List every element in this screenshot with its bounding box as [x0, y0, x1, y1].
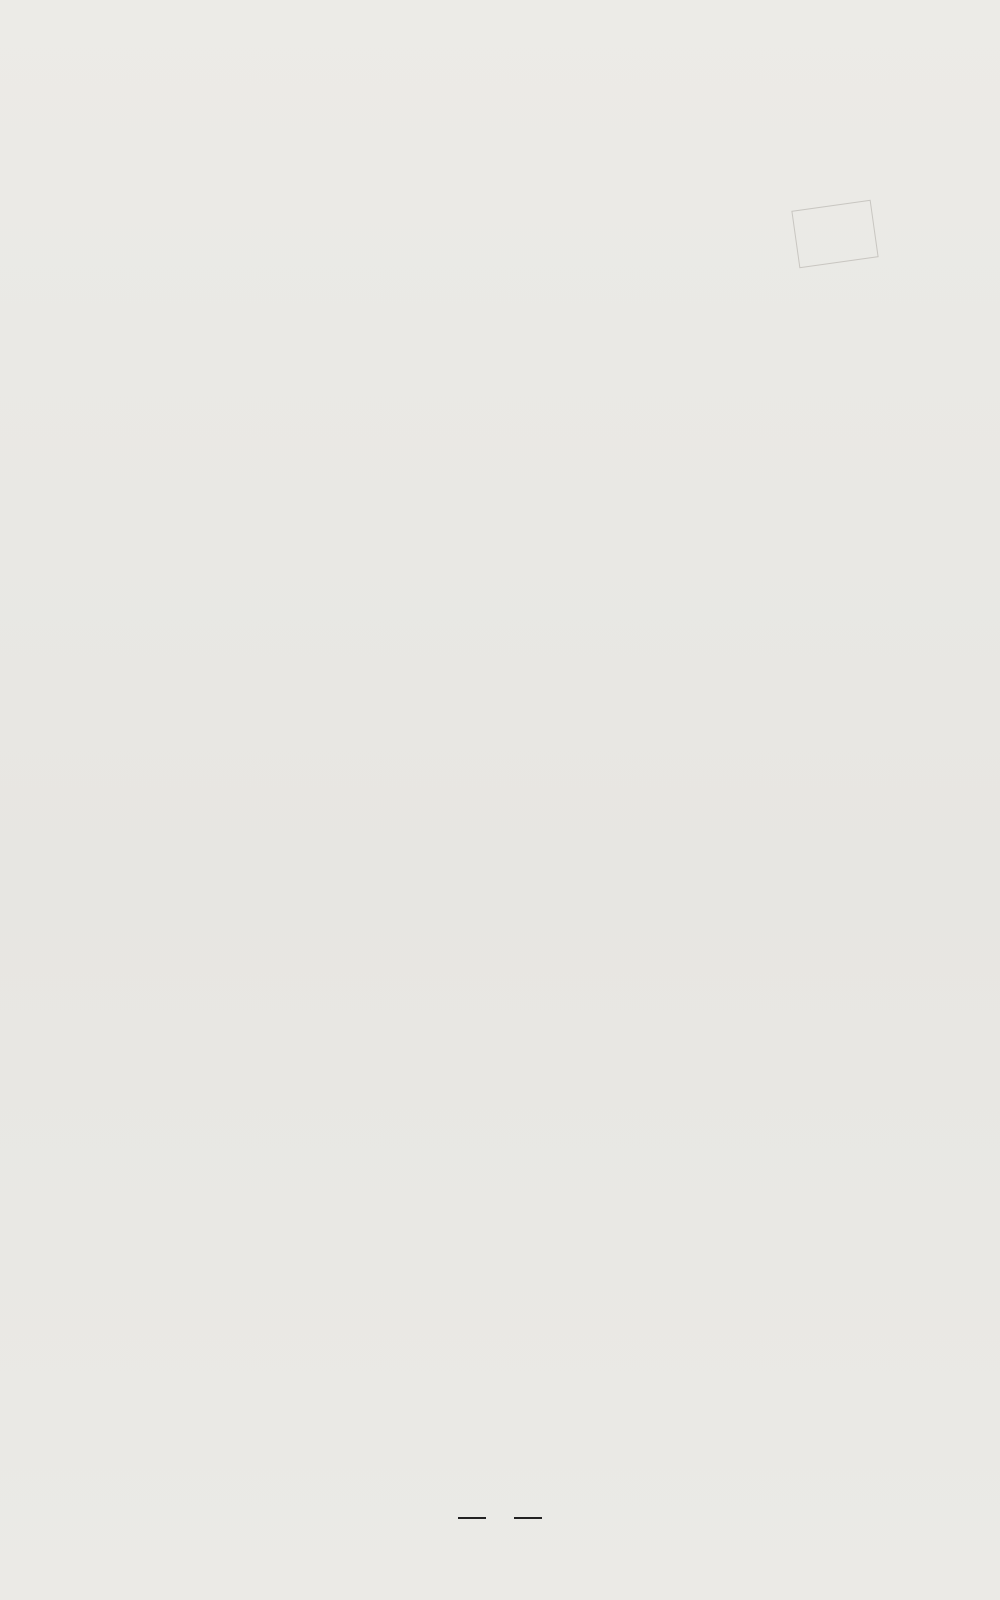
- stamp-decoration: [791, 200, 878, 269]
- answer-row-9: [250, 70, 890, 96]
- page-number-dash-left: [458, 1517, 486, 1519]
- page-number: [0, 1506, 1000, 1529]
- document-content: [250, 70, 890, 122]
- answer-row-10: [250, 96, 890, 122]
- page-number-dash-right: [514, 1517, 542, 1519]
